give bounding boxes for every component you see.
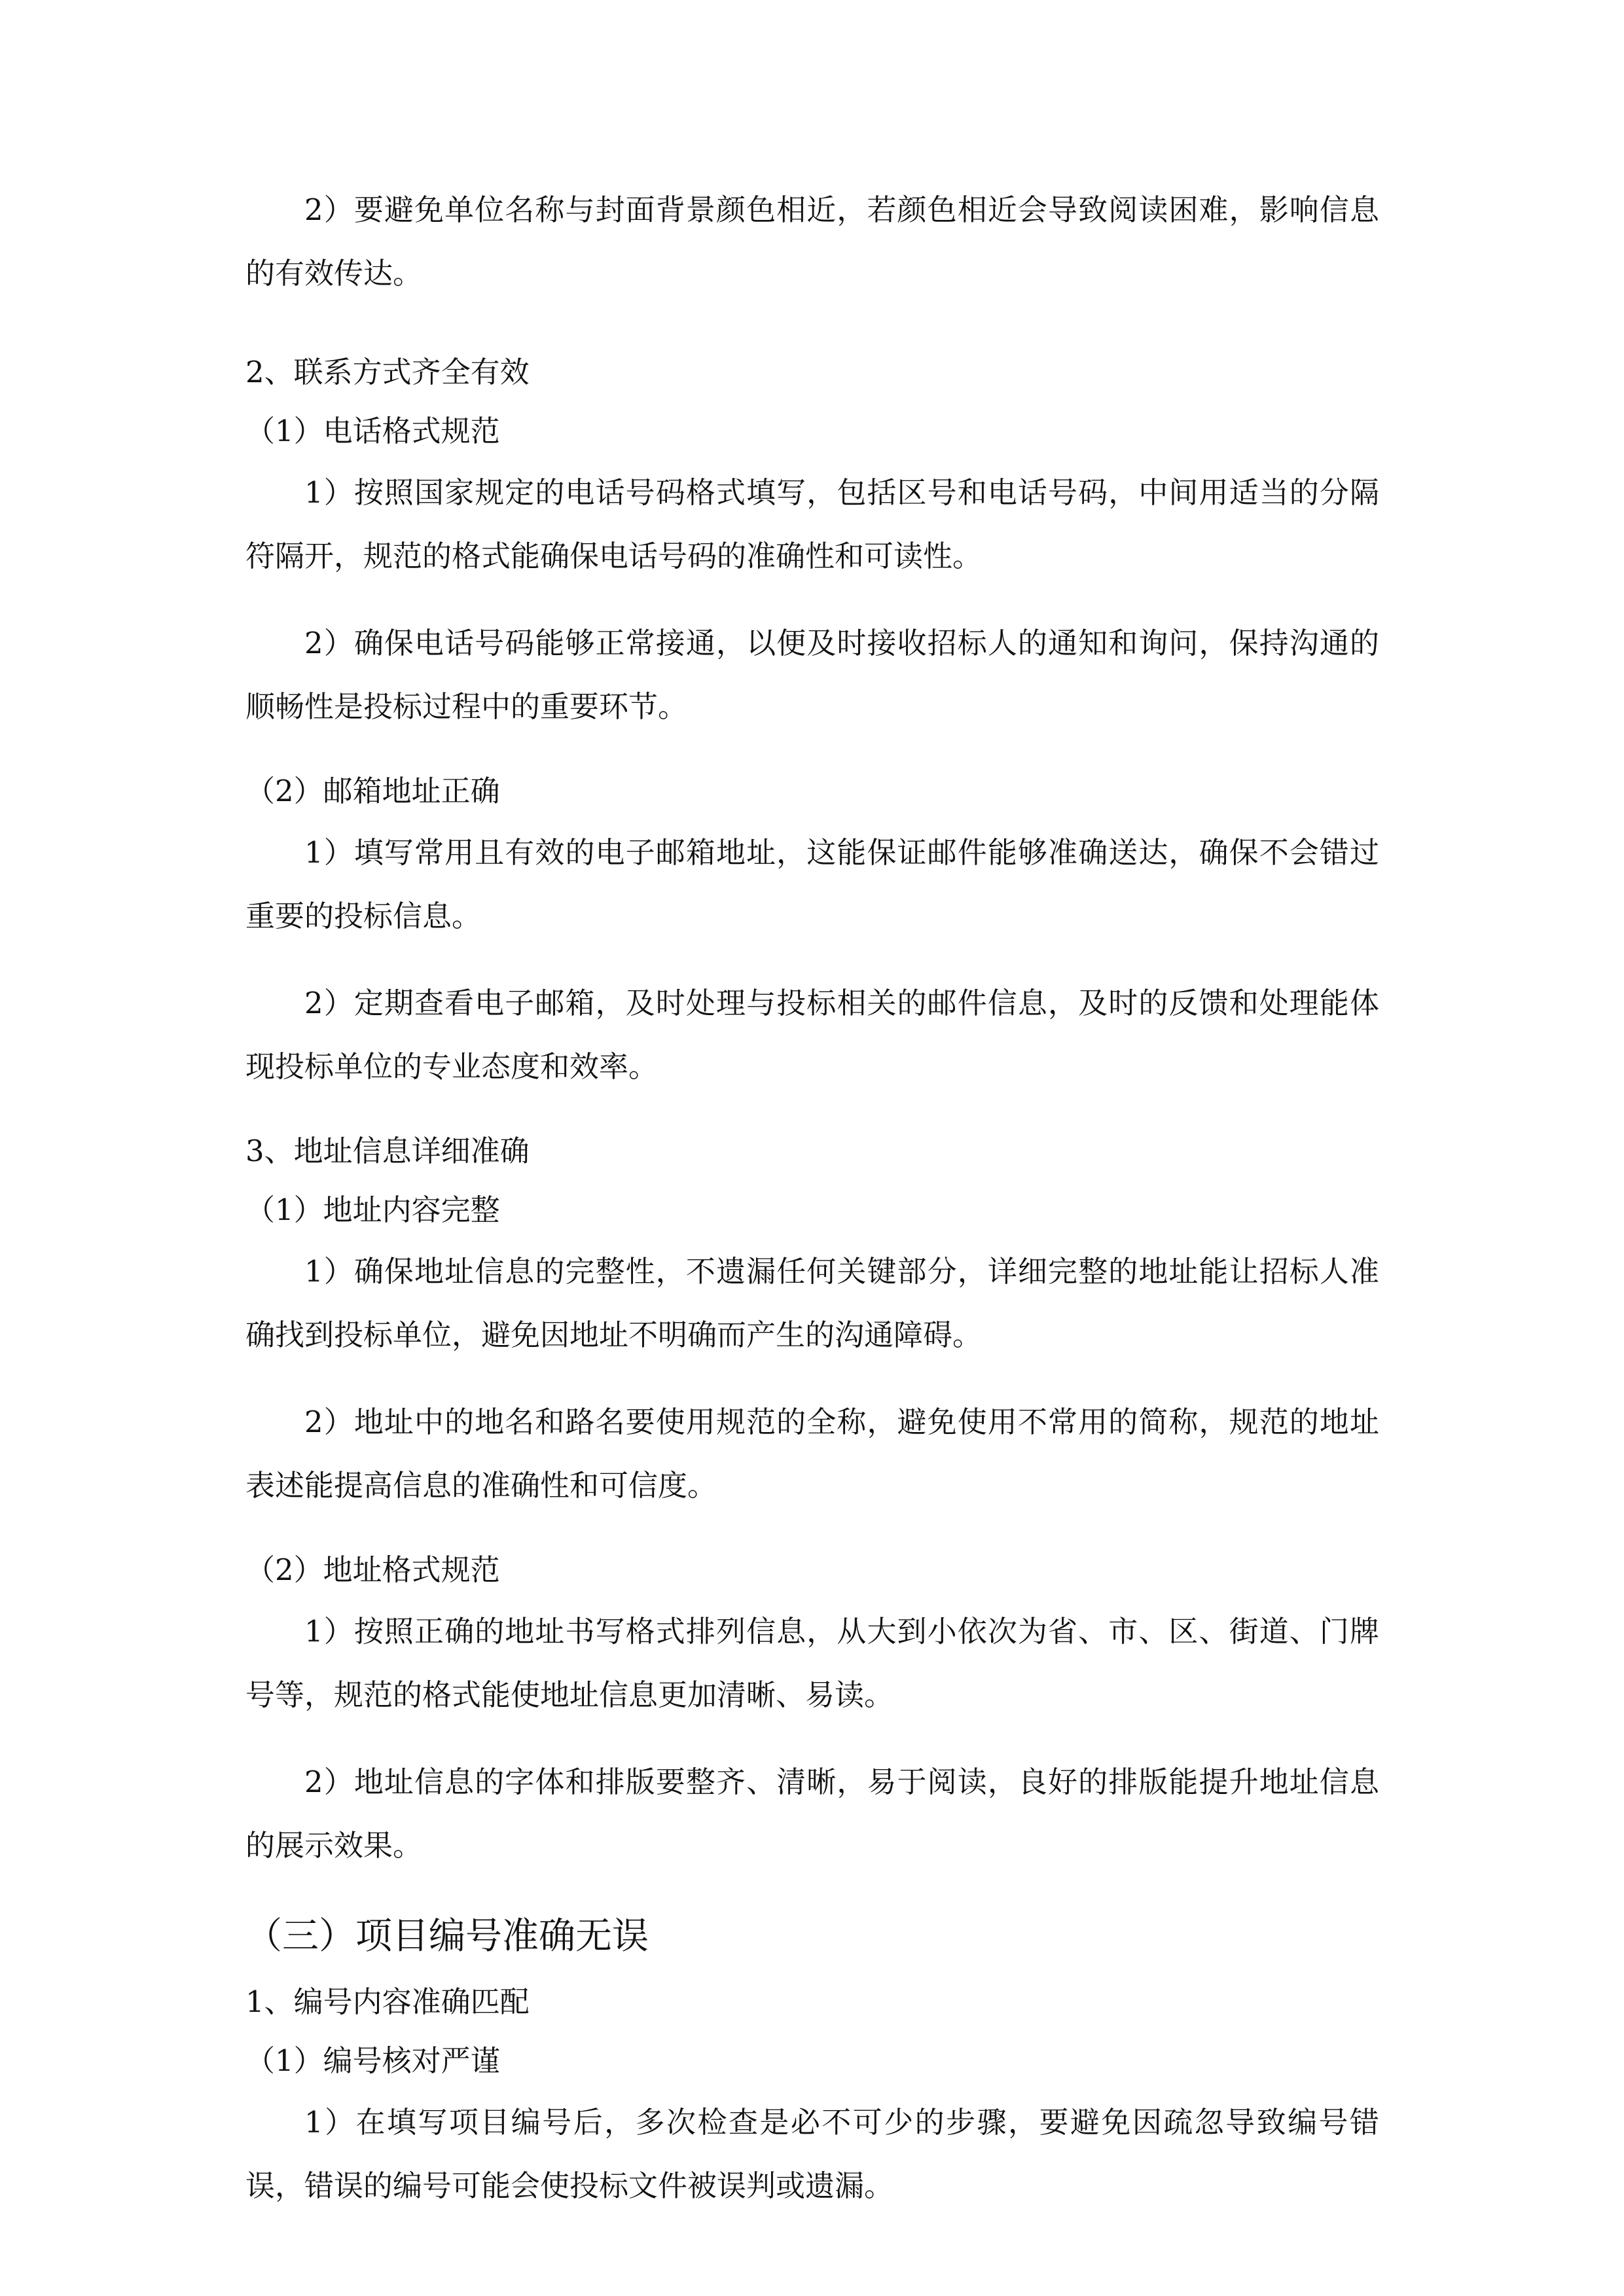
section-heading-contact: 2、联系方式齐全有效: [245, 355, 530, 389]
paragraph: 2）定期查看电子邮箱，及时处理与投标相关的邮件信息，及时的反馈和处理能体现投标单位的专业态度和效率。: [245, 986, 1379, 1084]
paragraph: 2）要避免单位名称与封面背景颜色相近，若颜色相近会导致阅读困难，影响信息的有效传达。: [245, 192, 1379, 291]
section-heading-number: 1、编号内容准确匹配: [245, 1984, 530, 2019]
paragraph: 2）地址中的地名和路名要使用规范的全称，避免使用不常用的简称，规范的地址表述能提高信息的准确性和可信度。: [245, 1405, 1379, 1503]
chapter-heading-project-number: （三）项目编号准确无误: [245, 1915, 649, 1958]
section-heading-address: 3、地址信息详细准确: [245, 1134, 530, 1168]
document-page: [245, 178, 1379, 2241]
paragraph: 1）按照正确的地址书写格式排列信息，从大到小依次为省、市、区、街道、门牌号等，规范的格式能使地址信息更加清晰、易读。: [245, 1614, 1379, 1712]
paragraph: 2）地址信息的字体和排版要整齐、清晰，易于阅读，良好的排版能提升地址信息的展示效果。: [245, 1765, 1379, 1863]
paragraph: 1）填写常用且有效的电子邮箱地址，这能保证邮件能够准确送达，确保不会错过重要的投标信息。: [245, 835, 1379, 933]
subsection-heading-address-format: （2）地址格式规范: [245, 1552, 500, 1587]
subsection-heading-phone: （1）电话格式规范: [245, 414, 500, 448]
paragraph: 2）确保电话号码能够正常接通，以便及时接收招标人的通知和询问，保持沟通的顺畅性是投标过程中的重要环节。: [245, 626, 1379, 724]
paragraph: 1）按照国家规定的电话号码格式填写，包括区号和电话号码，中间用适当的分隔符隔开，规范的格式能确保电话号码的准确性和可读性。: [245, 475, 1379, 573]
subsection-heading-address-content: （1）地址内容完整: [245, 1193, 500, 1227]
subsection-heading-check: （1）编号核对严谨: [245, 2043, 500, 2078]
paragraph: 1）确保地址信息的完整性，不遗漏任何关键部分，详细完整的地址能让招标人准确找到投标单位，避免因地址不明确而产生的沟通障碍。: [245, 1254, 1379, 1352]
paragraph: 1）在填写项目编号后，多次检查是必不可少的步骤，要避免因疏忽导致编号错误，错误的编号可能会使投标文件被误判或遗漏。: [245, 2105, 1379, 2203]
subsection-heading-email: （2）邮箱地址正确: [245, 774, 500, 808]
